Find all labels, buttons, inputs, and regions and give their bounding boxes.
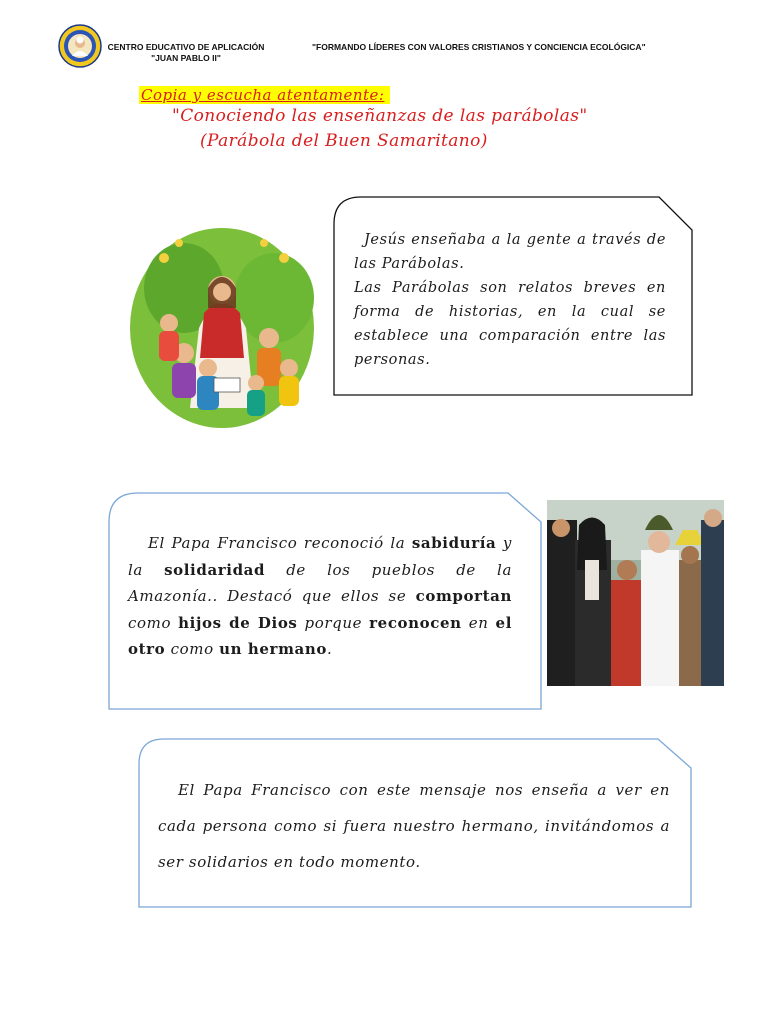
bold-el-otro: el otro — [128, 613, 512, 658]
text-p8: . — [326, 640, 333, 658]
school-motto: "FORMANDO LÍDERES CON VALORES CRISTIANOS Y CONCIENCIA ECOLÓGICA" — [312, 42, 646, 52]
text-p5: porque — [297, 613, 370, 632]
text-p7: como — [165, 640, 220, 658]
page-subtitle: (Parábola del Buen Samaritano) — [200, 131, 488, 151]
bold-comportan: comportan — [415, 587, 512, 605]
school-name-line1: CENTRO EDUCATIVO DE APLICACIÓN — [107, 42, 265, 52]
pope-amazon-text — [128, 530, 512, 663]
text-p1: El Papa Francisco reconoció la — [148, 534, 406, 552]
page-title: "Conociendo las enseñanzas de las parábolas" — [172, 106, 588, 126]
jesus-with-children-illustration — [124, 218, 320, 440]
parables-text — [354, 228, 666, 372]
text-p3: de los pueblos de la Amazonía.. Destacó que ellos se — [128, 560, 512, 605]
bold-solidaridad: solidaridad — [164, 560, 266, 579]
pope-with-amazon-people-photo — [547, 500, 724, 686]
bold-un-hermano: un hermano — [219, 640, 327, 658]
instruction-text: Copia y escucha atentamente: — [139, 86, 390, 104]
text-p2: y la — [128, 534, 512, 579]
bold-sabiduria: sabiduría — [411, 534, 497, 552]
bold-reconocen: reconocen — [369, 613, 462, 632]
parables-text-line1: Jesús enseñaba a la gente a través de las Parábolas. — [354, 232, 666, 272]
school-name-line2: "JUAN PABLO II" — [151, 53, 221, 63]
school-seal-icon — [58, 24, 102, 68]
message-text-content: El Papa Francisco con este mensaje nos enseña a ver en cada persona como si fuera nuestro hermano, invitándomos a ser solidarios en todo momento. — [158, 781, 670, 871]
message-text — [158, 772, 670, 880]
school-name — [106, 42, 266, 64]
parables-text-line2: Las Parábolas son relatos breves en forma de historias, en la cual se establece una comparación entre las personas. — [354, 280, 666, 368]
bold-hijos-de-dios: hijos de Dios — [178, 613, 298, 632]
text-p6: en — [461, 613, 496, 632]
text-p4: como — [128, 613, 179, 632]
